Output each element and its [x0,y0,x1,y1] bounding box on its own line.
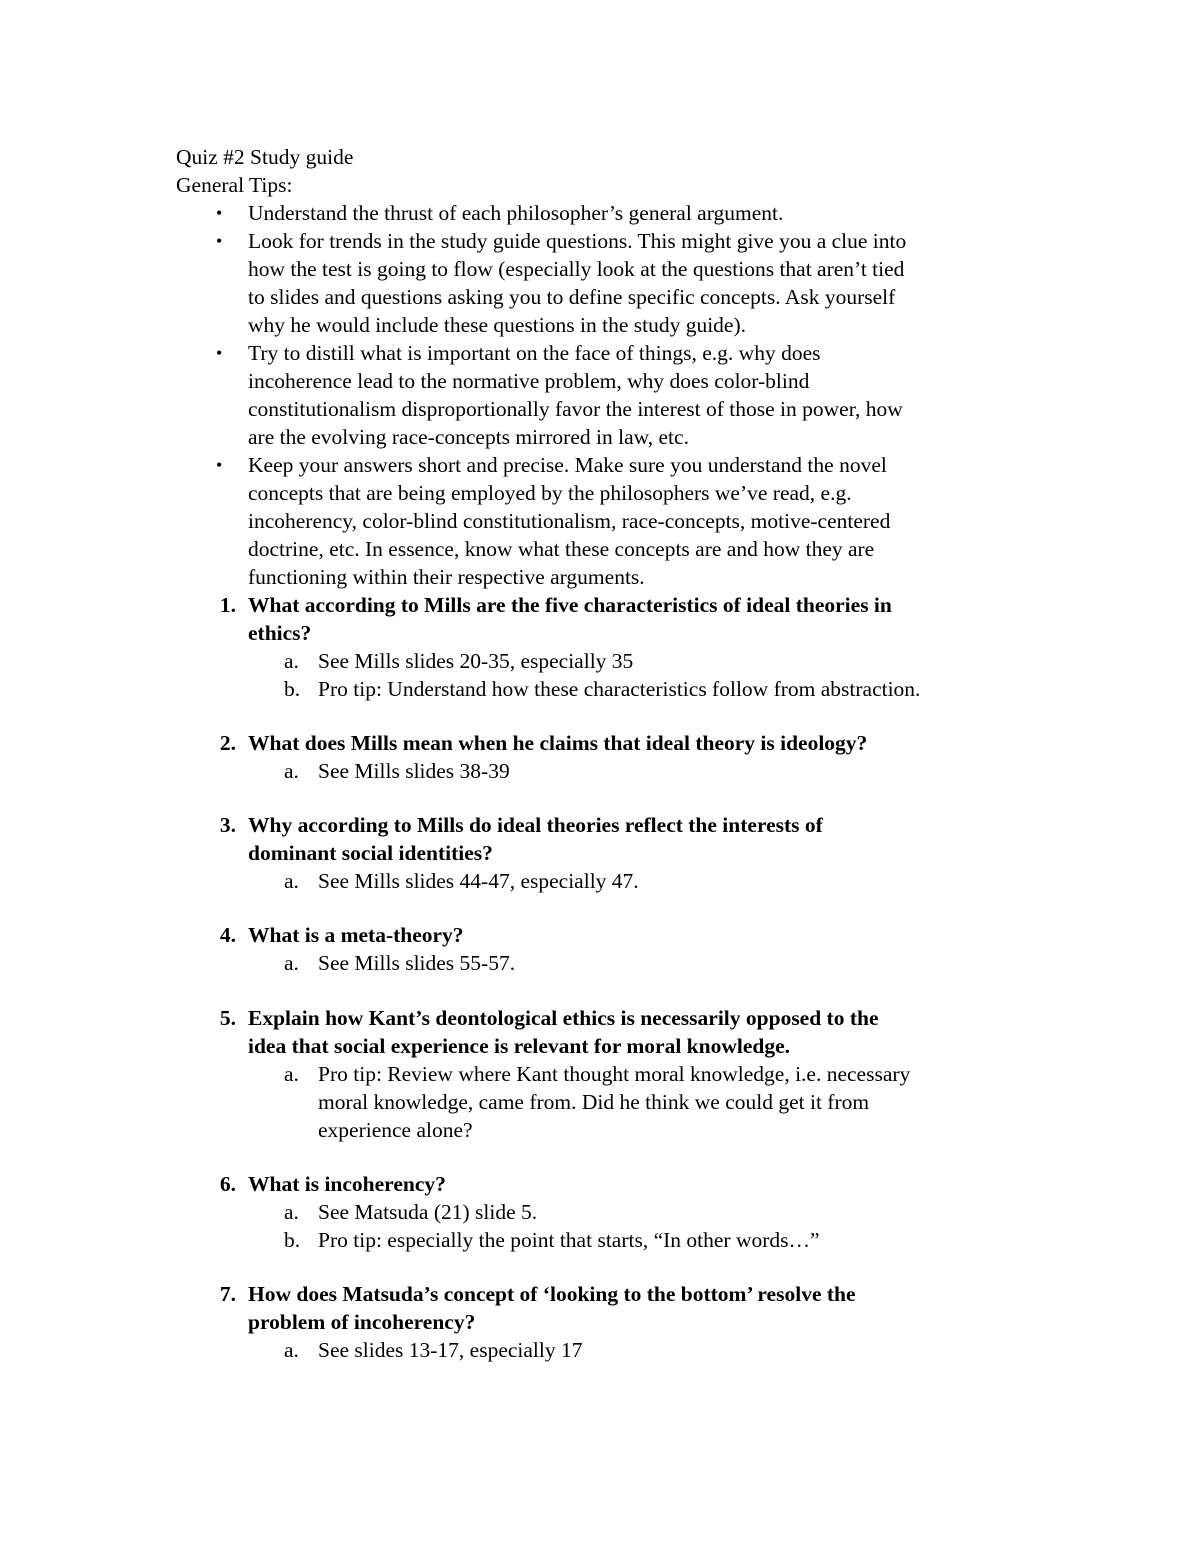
question-3-line-2: dominant social identities? [248,841,493,865]
tip-3-line-3: constitutionalism disproportionally favor the interest of those in power, how [248,397,903,421]
tip-2-line-3: to slides and questions asking you to define specific concepts. Ask yourself [248,285,896,309]
tip-3-line-2: incoherence lead to the normative problem, why does color-blind [248,369,810,393]
question-1-line-2: ethics? [248,621,312,645]
question-5-sub-a-line-3: experience alone? [318,1118,473,1142]
question-2-line-1: What does Mills mean when he claims that ideal theory is ideology? [248,731,868,755]
tip-2-line-2: how the test is going to flow (especially look at the questions that aren’t tied [248,257,905,281]
tips-heading: General Tips: [176,173,293,197]
sub-item-marker: a. [284,1062,299,1086]
question-3-line-1: Why according to Mills do ideal theories reflect the interests of [248,813,823,837]
question-5-line-2: idea that social experience is relevant for moral knowledge. [248,1034,790,1058]
bullet-marker: • [216,343,223,363]
question-1-sub-b: Pro tip: Understand how these characteristics follow from abstraction. [318,677,921,701]
sub-item-marker: b. [284,677,301,701]
sub-item-marker: a. [284,951,299,975]
tip-3-line-1: Try to distill what is important on the face of things, e.g. why does [248,341,821,365]
tip-1-line-1: Understand the thrust of each philosopher’s general argument. [248,201,784,225]
question-number: 1. [219,593,236,617]
tip-4-line-2: concepts that are being employed by the philosophers we’ve read, e.g. [248,481,852,505]
bullet-marker: • [216,203,223,223]
question-4-line-1: What is a meta-theory? [248,923,464,947]
question-4-sub-a: See Mills slides 55-57. [318,951,516,975]
tip-4-line-4: doctrine, etc. In essence, know what these concepts are and how they are [248,537,875,561]
question-5-sub-a-line-1: Pro tip: Review where Kant thought moral knowledge, i.e. necessary [318,1062,911,1086]
tip-4-line-1: Keep your answers short and precise. Make sure you understand the novel [248,453,887,477]
question-number: 5. [219,1006,236,1030]
tip-2-line-4: why he would include these questions in the study guide). [248,313,747,337]
tip-4-line-5: functioning within their respective arguments. [248,565,645,589]
sub-item-marker: a. [284,869,299,893]
document-title: Quiz #2 Study guide [176,145,354,169]
question-7-sub-a: See slides 13-17, especially 17 [318,1338,583,1362]
question-number: 2. [219,731,236,755]
sub-item-marker: a. [284,649,299,673]
tip-3-line-4: are the evolving race-concepts mirrored in law, etc. [248,425,689,449]
question-5-line-1: Explain how Kant’s deontological ethics is necessarily opposed to the [248,1006,879,1030]
sub-item-marker: b. [284,1228,301,1252]
question-1-sub-a: See Mills slides 20-35, especially 35 [318,649,634,673]
question-number: 3. [219,813,236,837]
question-number: 7. [219,1282,236,1306]
sub-item-marker: a. [284,1338,299,1362]
question-7-line-2: problem of incoherency? [248,1310,476,1334]
question-number: 4. [219,923,236,947]
tip-4-line-3: incoherency, color-blind constitutionalism, race-concepts, motive-centered [248,509,891,533]
question-7-line-1: How does Matsuda’s concept of ‘looking to the bottom’ resolve the [248,1282,856,1306]
tip-2-line-1: Look for trends in the study guide questions. This might give you a clue into [248,229,907,253]
bullet-marker: • [216,455,223,475]
question-1-line-1: What according to Mills are the five characteristics of ideal theories in [248,593,892,617]
question-2-sub-a: See Mills slides 38-39 [318,759,510,783]
sub-item-marker: a. [284,759,299,783]
sub-item-marker: a. [284,1200,299,1224]
question-5-sub-a-line-2: moral knowledge, came from. Did he think we could get it from [318,1090,870,1114]
question-6-line-1: What is incoherency? [248,1172,446,1196]
bullet-marker: • [216,231,223,251]
question-number: 6. [219,1172,236,1196]
question-6-sub-a: See Matsuda (21) slide 5. [318,1200,538,1224]
question-6-sub-b: Pro tip: especially the point that starts, “In other words…” [318,1228,820,1252]
question-3-sub-a: See Mills slides 44-47, especially 47. [318,869,639,893]
